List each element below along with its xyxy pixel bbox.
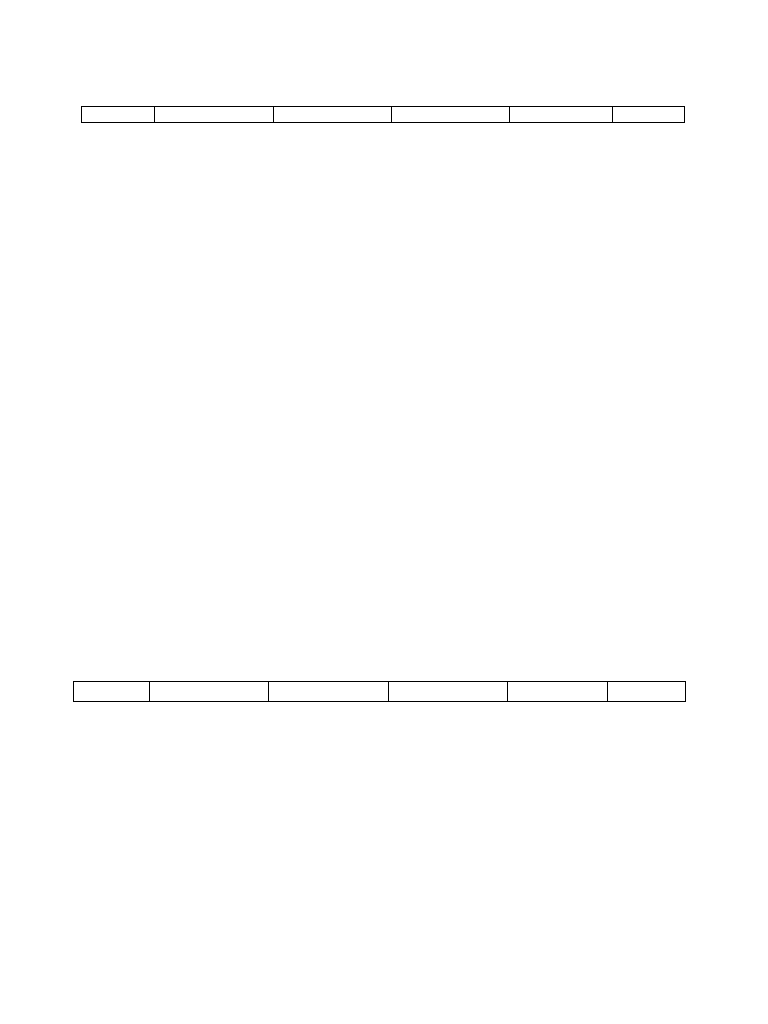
rubric-table-2 — [73, 681, 686, 702]
header-category — [82, 107, 155, 123]
header-category — [74, 682, 150, 702]
header-level-3 — [389, 682, 508, 702]
header-level-1 — [150, 682, 269, 702]
header-explanation — [608, 682, 686, 702]
header-level-4 — [508, 682, 608, 702]
header-level-3 — [392, 107, 510, 123]
header-level-2 — [274, 107, 392, 123]
rubric-table-1 — [81, 106, 685, 123]
header-level-4 — [510, 107, 613, 123]
header-explanation — [613, 107, 685, 123]
header-level-1 — [155, 107, 274, 123]
header-level-2 — [269, 682, 389, 702]
